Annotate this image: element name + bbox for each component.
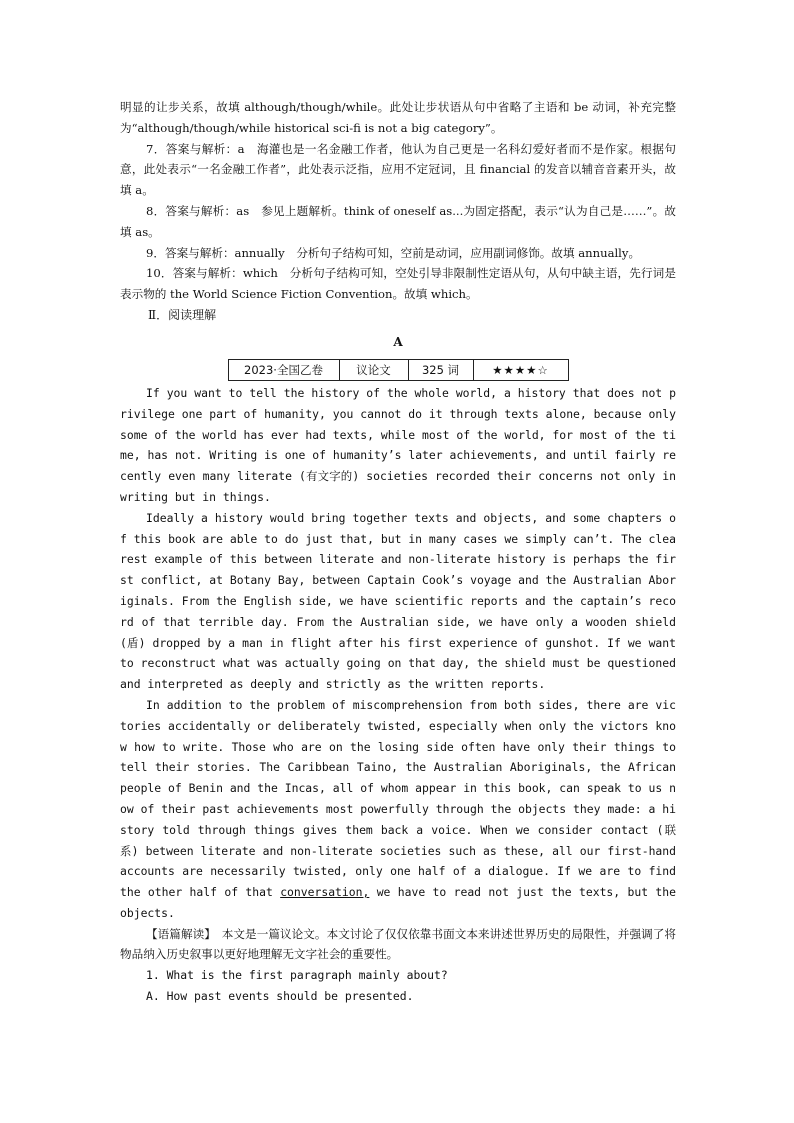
- answer-6-continued: 明显的让步关系，故填 although/though/while。此处让步状语从句中省略了主语和 be 动词，补充完整为“although/though/while historical sci-fi is not a big category”。: [120, 100, 676, 135]
- passage-source: 2023·全国乙卷: [228, 359, 339, 380]
- passage-info-table: [228, 359, 569, 381]
- answer-8: 8．答案与解析：as 参见上题解析。think of oneself as...为固定搭配，表示“认为自己是……”。故填 as。: [120, 203, 676, 239]
- section-heading-reading: Ⅱ．阅读理解: [148, 307, 217, 322]
- difficulty-stars: ★★★★☆: [473, 359, 568, 380]
- passage-word-count: 325 词: [408, 359, 473, 380]
- passage-genre: 议论文: [339, 359, 408, 380]
- underlined-word-conversation: conversation,: [280, 885, 370, 900]
- reading-guide: [120, 924, 676, 966]
- answer-10: 10．答案与解析：which 分析句子结构可知，空处引导非限制性定语从句，从句中缺主语，先行词是表示物的 the World Science Fiction Convention。故填 which。: [120, 266, 676, 302]
- answer-9: 9．答案与解析：annually 分析句子结构可知，空前是动词，应用副词修饰。故填 annually。: [146, 245, 641, 260]
- reading-guide-text: 本文是一篇议论文。本文讨论了仅仅依靠书面文本来讲述世界历史的局限性，并强调了将物品纳入历史叙事以更好地理解无文字社会的重要性。: [120, 926, 676, 962]
- question-1: 1. What is the first paragraph mainly about?: [146, 968, 448, 983]
- article-paragraph-3: [120, 695, 676, 924]
- article-paragraph-3-text: In addition to the problem of miscomprehension from both sides, there are victories accidentally or deliberately twisted, especially when only the victors know how to write. Those who are on the losing side often have only their things to tell their stories. The Caribbean Taino, the Australian Aboriginals, the African people of Benin and the Incas, all of whom appear in this book, can speak to us now of their past achievements most powerfully through the objects they made: a history told through things gives them back a voice. When we consider contact (联系) between literate and non-literate societies such as these, all our first-hand accounts are necessarily twisted, only one half of a dialogue. If we are to find the other half of that: [120, 697, 676, 900]
- reading-guide-label: 【语篇解读】: [146, 926, 211, 941]
- question-1-option-a: A. How past events should be presented.: [146, 989, 414, 1004]
- page-content: [120, 97, 676, 1007]
- article-paragraph-2: Ideally a history would bring together texts and objects, and some chapters of this book are able to do just that, but in many cases we simply can’t. The clearest example of this between literate and non-literate history is perhaps the first conflict, at Botany Bay, between Captain Cook’s voyage and the Australian Aboriginals. From the English side, we have scientific reports and the captain’s record of that terrible day. From the Australian side, we have only a wooden shield (盾) dropped by a man in flight after his first experience of gunshot. If we want to reconstruct what was actually going on that day, the shield must be questioned and interpreted as deeply and strictly as the written reports.: [120, 510, 676, 692]
- article-paragraph-3-end: we have to read not just the texts, but the objects.: [120, 885, 676, 920]
- article-paragraph-1: If you want to tell the history of the whole world, a history that does not privilege one part of humanity, you cannot do it through texts alone, because only some of the world has ever had texts, while most of the world, for most of the time, has not. Writing is one of humanity’s later achievements, and until fairly recently even many literate (有文字的) societies recorded their concerns not only in writing but in things.: [120, 385, 676, 504]
- answer-7: 7．答案与解析：a 海灌也是一名金融工作者，他认为自己更是一名科幻爱好者而不是作家。根据句意，此处表示“一名金融工作者”，此处表示泛指，应用不定冠词，且 financial 的发音以辅音音素开头，故填 a。: [120, 141, 676, 198]
- passage-letter: A: [393, 334, 403, 349]
